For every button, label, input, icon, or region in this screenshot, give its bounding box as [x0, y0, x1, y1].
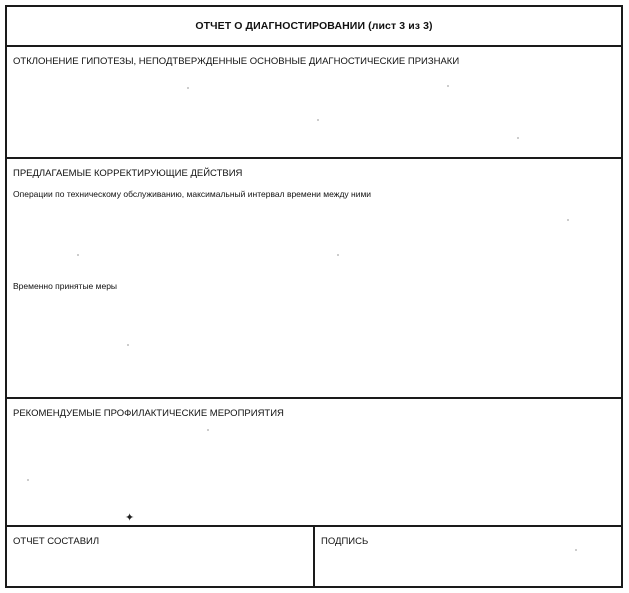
scan-speck [567, 219, 569, 221]
report-author-cell[interactable] [7, 527, 315, 586]
scan-speck [127, 344, 129, 346]
stray-mark: ✦ [125, 512, 135, 524]
signature-label: ПОДПИСЬ [321, 536, 369, 547]
scan-speck [317, 119, 319, 121]
hypothesis-rejection-label: ОТКЛОНЕНИЕ ГИПОТЕЗЫ, НЕПОДТВЕРЖДЕННЫЕ ОСНОВНЫЕ ДИАГНОСТИЧЕСКИЕ ПРИЗНАКИ [13, 56, 460, 67]
scan-speck [517, 137, 519, 139]
preventive-measures-label: РЕКОМЕНДУЕМЫЕ ПРОФИЛАКТИЧЕСКИЕ МЕРОПРИЯТИЯ [13, 408, 284, 419]
signature-row [7, 527, 621, 586]
maintenance-operations-label: Операции по техническому обслуживанию, максимальный интервал времени между ними [13, 189, 372, 199]
scan-speck [575, 549, 577, 551]
form-title: ОТЧЕТ О ДИАГНОСТИРОВАНИИ (лист 3 из 3) [195, 20, 433, 32]
temporary-measures-label: Временно принятые меры [13, 281, 118, 291]
form-header [7, 7, 621, 47]
scan-speck [337, 254, 339, 256]
scan-speck [207, 429, 209, 431]
scan-speck [447, 85, 449, 87]
corrective-actions-label: ПРЕДЛАГАЕМЫЕ КОРРЕКТИРУЮЩИЕ ДЕЙСТВИЯ [13, 168, 243, 179]
signature-cell[interactable] [315, 527, 621, 586]
diagnostic-report-form [5, 5, 623, 588]
report-author-label: ОТЧЕТ СОСТАВИЛ [13, 536, 100, 547]
scan-speck [27, 479, 29, 481]
preventive-measures-section[interactable] [7, 399, 621, 527]
corrective-actions-section[interactable] [7, 159, 621, 399]
scan-speck [187, 87, 189, 89]
scan-speck [77, 254, 79, 256]
hypothesis-rejection-section[interactable] [7, 47, 621, 159]
